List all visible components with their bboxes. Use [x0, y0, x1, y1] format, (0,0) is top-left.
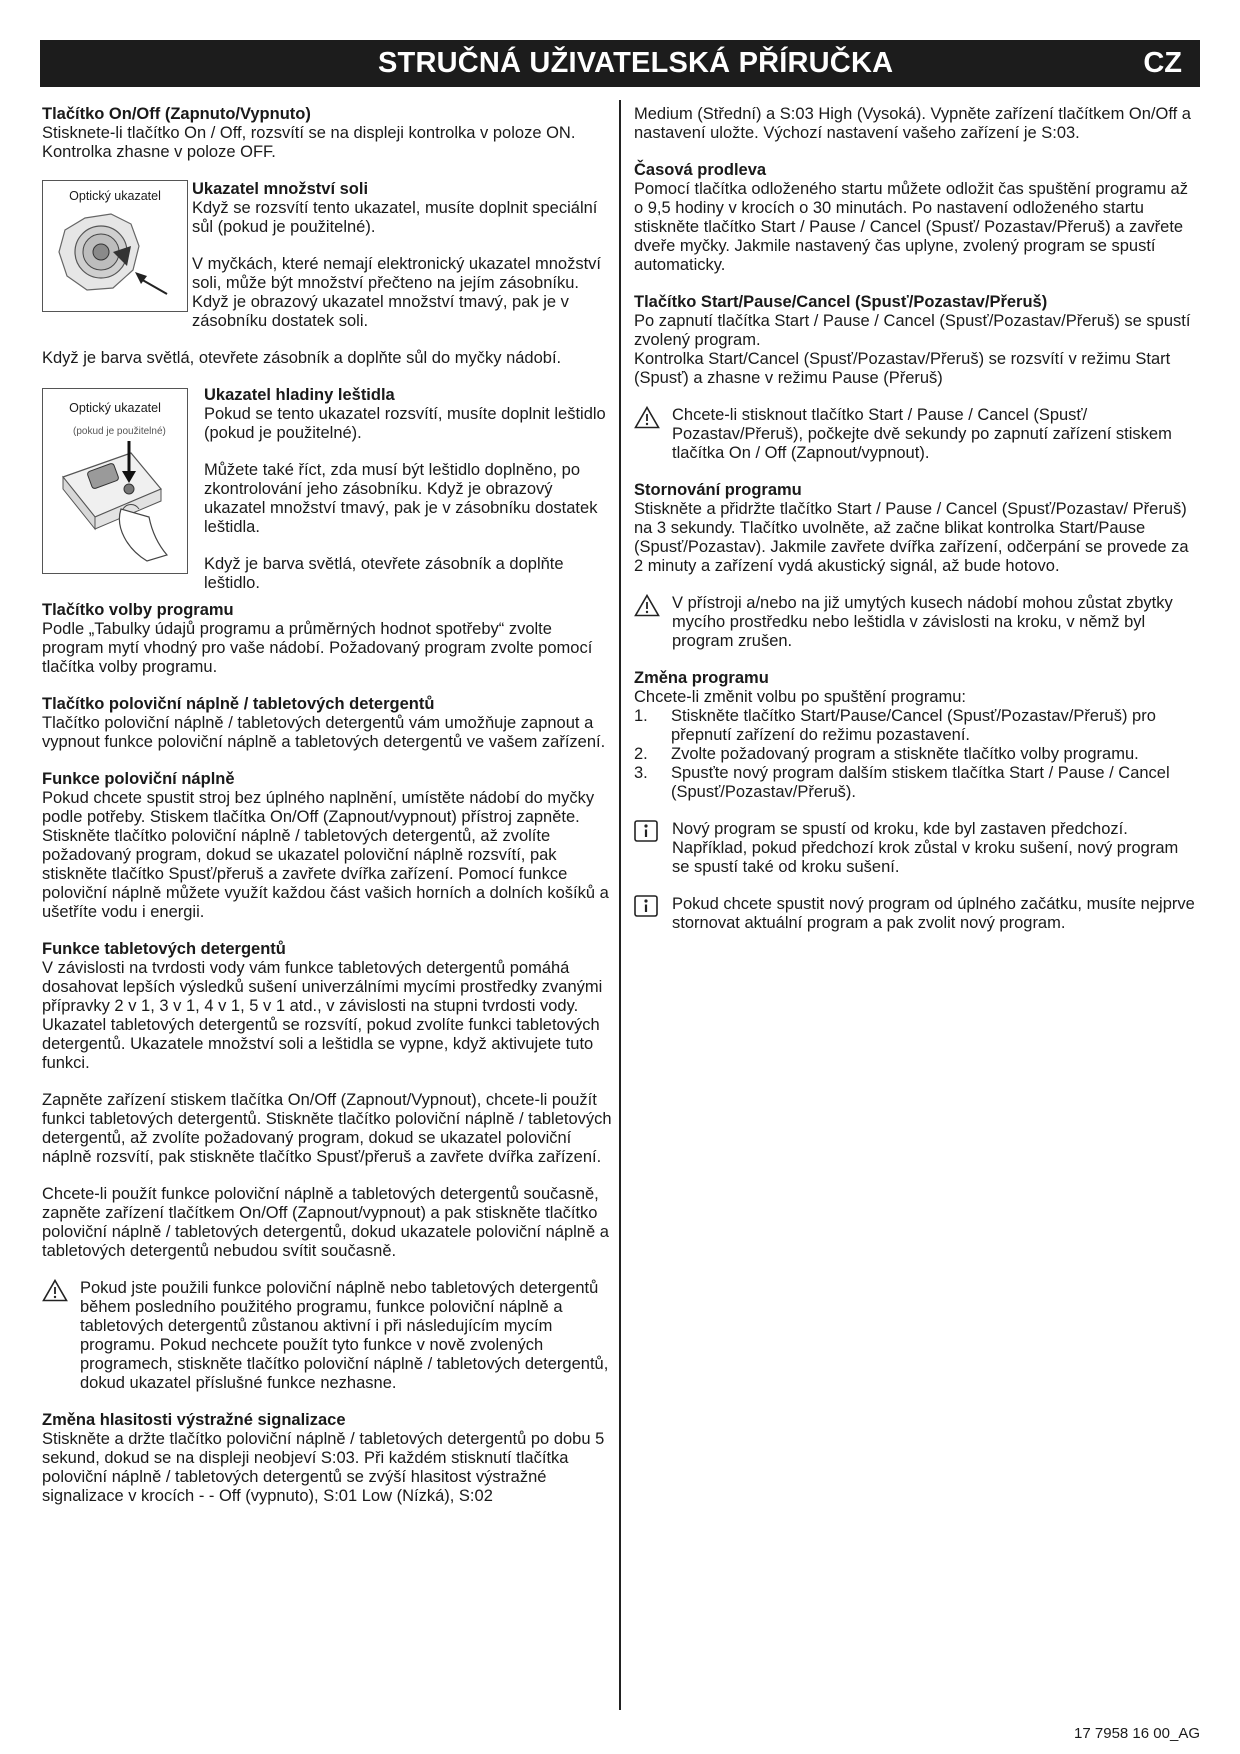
rinse-indicator-text: [204, 386, 614, 593]
warning-note-tablet: [42, 1279, 614, 1393]
salt-cap-illustration: [43, 206, 187, 306]
delay-text: Pomocí tlačítka odloženého startu můžete odložit čas spuštění programu až o 9,5 hodiny v krocích o 30 minutách. Po nastavení odloženého startu stiskněte tlačítko Start / Pause / Cancel (Spusť/ Pozastav/Přeruš) a zavřete dveře myčky. Jakmile nastavený čas uplyne, zvolený program se spustí automaticky.: [634, 180, 1188, 274]
salt-p2: V myčkách, které nemají elektronický ukazatel množství soli, může být množství přečteno na jejím zásobníku. Když je obrazový ukazatel množství tmavý, pak je v zásobníku dostatek soli.: [192, 255, 601, 330]
warning-triangle-icon: [634, 594, 664, 622]
salt-p1: Když se rozsvítí tento ukazatel, musíte doplnit speciální sůl (pokud je použitelné).: [192, 199, 598, 236]
section-heading-halfload-button: Tlačítko poloviční náplně / tabletových detergentů: [42, 695, 435, 713]
document-code: 17 7958 16 00_AG: [1074, 1725, 1200, 1742]
volume-continued-text: Medium (Střední) a S:03 High (Vysoká). Vypněte zařízení tlačítkem On/Off a nastavení uložte. Výchozí nastavení vašeho zařízení je S:03.: [634, 105, 1191, 142]
section-heading-program: Tlačítko volby programu: [42, 601, 234, 619]
section-heading-start: Tlačítko Start/Pause/Cancel (Spusť/Pozastav/Přeruš): [634, 293, 1048, 311]
language-code: CZ: [1143, 47, 1182, 79]
warning-triangle-icon: [42, 1279, 72, 1307]
cancel-text: Stiskněte a přidržte tlačítko Start / Pause / Cancel (Spusť/Pozastav/ Přeruš) na 3 sekundy. Tlačítko uvolněte, až začne blikat kontrolka Start/Pause (Spusť/Pozastav). Jakmile zavřete dvířka zařízení, odčerpání se provede za 2 minuty a zařízení vydá akustický signál, až bude hotovo.: [634, 500, 1189, 575]
info-icon: [634, 820, 664, 847]
change-steps-list: [634, 707, 1200, 802]
list-item: [634, 707, 1200, 745]
title-bar: [40, 40, 1200, 87]
salt-indicator-section: [42, 180, 614, 331]
warning-triangle-icon: [634, 406, 664, 434]
rinse-p3: Když je barva světlá, otevřete zásobník a doplňte leštidlo.: [204, 555, 564, 592]
section-heading-cancel: Stornování programu: [634, 481, 802, 499]
onoff-text: Stisknete-li tlačítko On / Off, rozsvítí se na displeji kontrolka v poloze ON. Kontrolka zhasne v poloze OFF.: [42, 124, 576, 161]
volume-text: Stiskněte a držte tlačítko poloviční náplně / tabletových detergentů po dobu 5 sekund, dokud se na displeji neobjeví S:03. Při každém stisknutí tlačítka poloviční náplně / tabletových detergentů se zvýší hlasitost výstražné signalizace v krocích - - Off (vypnuto), S:01 Low (Nízká), S:02: [42, 1430, 605, 1505]
change-intro: Chcete-li změnit volbu po spuštění programu:: [634, 688, 966, 706]
start-p2: Kontrolka Start/Cancel (Spusť/Pozastav/Přeruš) se rozsvítí v režimu Start (Spusť) a zhasne v režimu Pause (Přeruš): [634, 350, 1171, 387]
left-column: [42, 105, 614, 1506]
tablet-function-p3: Chcete-li použít funkce poloviční náplně a tabletových detergentů současně, zapněte zařízení tlačítkem On/Off (Zapnout/vypnout) a pak stiskněte tlačítko poloviční náplně / tabletových detergentů, dokud ukazatele poloviční náplně a tabletových detergentů nebudou svítit současně.: [42, 1185, 609, 1260]
program-text: Podle „Tabulky údajů programu a průměrných hodnot spotřeby“ zvolte program mytí vhodný pro vaše nádobí. Požadovaný program zvolte pomocí tlačítka volby programu.: [42, 620, 593, 676]
rinse-p2: Můžete také říct, zda musí být leštidlo doplněno, po zkontrolování jeho zásobníku. Když je obrazový ukazatel množství tmavý, pak je v zásobníku dostatek leštidla.: [204, 461, 598, 536]
warning-text: Chcete-li stisknout tlačítko Start / Pause / Cancel (Spusť/ Pozastav/Přeruš), počkejte dvě sekundy po zapnutí zařízení stiskem tlačítka On / Off (Zapnout/vypnout).: [672, 406, 1172, 462]
info-note-2: [634, 895, 1200, 933]
figure-caption: Optický ukazatel: [69, 189, 161, 203]
info-text: Pokud chcete spustit nový program od úplného začátku, musíte nejprve stornovat aktuální program a pak zvolit nový program.: [672, 895, 1195, 932]
info-text: Nový program se spustí od kroku, kde byl zastaven předchozí. Například, pokud předchozí krok zůstal v kroku sušení, nový program se spustí také od kroku sušení.: [672, 820, 1179, 876]
section-heading-salt: Ukazatel množství soli: [192, 180, 369, 198]
tablet-function-p1: V závislosti na tvrdosti vody vám funkce tabletových detergentů pomáhá dosahovat lepších výsledků sušení univerzálními mycími prostředky zvanými přípravky 2 v 1, 3 v 1, 4 v 1, 5 v 1 atd., v závislosti na stupni tvrdosti vody. Ukazatel tabletových detergentů se rozsvítí, pokud zvolíte funkci tabletových detergentů. Ukazatele množství soli a leštidla se vypne, když aktivujete tuto funkci.: [42, 959, 603, 1072]
halfload-button-text: Tlačítko poloviční náplně / tabletových detergentů vám umožňuje zapnout a vypnout funkce poloviční náplně a tabletových detergentů ve vašem zařízení.: [42, 714, 606, 751]
figure-caption: Optický ukazatel: [69, 401, 161, 415]
rinse-indicator-section: [42, 386, 614, 593]
start-p1: Po zapnutí tlačítka Start / Pause / Cancel (Spusť/Pozastav/Přeruš) se spustí zvolený program.: [634, 312, 1191, 349]
section-heading-rinse: Ukazatel hladiny leštidla: [204, 386, 395, 404]
step-text: Spusťte nový program dalším stiskem tlačítka Start / Pause / Cancel (Spusť/Pozastav/Přeruš).: [671, 764, 1170, 801]
section-heading-change: Změna programu: [634, 669, 769, 687]
list-item: [634, 745, 1200, 764]
warning-note-start: [634, 406, 1200, 463]
salt-indicator-figure: [42, 180, 188, 312]
warning-note-cancel: [634, 594, 1200, 651]
section-heading-onoff: Tlačítko On/Off (Zapnuto/Vypnuto): [42, 105, 311, 123]
step-number: 1.: [634, 707, 648, 725]
section-heading-tablet-function: Funkce tabletových detergentů: [42, 940, 286, 958]
tablet-function-p2: Zapněte zařízení stiskem tlačítka On/Off (Zapnout/Vypnout), chcete-li použít funkci tabletových detergentů. Stiskněte tlačítko poloviční náplně / tabletových detergentů, až zvolíte požadovaný program, dokud se ukazatel poloviční náplně rozsvítí, pak stiskněte tlačítko Spusť/přeruš a zavřete dvířka zařízení.: [42, 1091, 612, 1166]
warning-text: Pokud jste použili funkce poloviční náplně nebo tabletových detergentů během posledního použitého programu, funkce poloviční náplně a tabletových detergentů zůstanou aktivní i při následujícím mycím programu. Pokud nechcete použít tyto funkce v nově zvolených programech, stiskněte tlačítko poloviční náplně / tabletových detergentů, dokud ukazatel příslušné funkce nezhasne.: [80, 1279, 609, 1392]
info-icon: [634, 895, 664, 922]
step-text: Stiskněte tlačítko Start/Pause/Cancel (Spusť/Pozastav/Přeruš) pro přepnutí zařízení do režimu pozastavení.: [671, 707, 1156, 744]
section-heading-delay: Časová prodleva: [634, 161, 767, 179]
step-number: 2.: [634, 745, 648, 763]
section-heading-halfload-function: Funkce poloviční náplně: [42, 770, 235, 788]
rinse-p1: Pokud se tento ukazatel rozsvítí, musíte doplnit leštidlo (pokud je použitelné).: [204, 405, 606, 442]
page-title: STRUČNÁ UŽIVATELSKÁ PŘÍRUČKA: [378, 47, 894, 79]
salt-indicator-text: [192, 180, 614, 331]
column-divider: [619, 100, 621, 1710]
rinse-dispenser-illustration: [43, 437, 187, 567]
list-item: [634, 764, 1200, 802]
halfload-function-text: Pokud chcete spustit stroj bez úplného naplnění, umístěte nádobí do myčky podle potřeby. Stiskem tlačítka On/Off (Zapnout/vypnout) přístroj zapněte. Stiskněte tlačítko poloviční náplně / tabletových detergentů, až zvolíte požadovaný program, dokud se ukazatel poloviční náplně rozsvítí, pak stiskněte tlačítko Spusť/přeruš a zavřete dvířka zařízení. Pomocí funkce poloviční náplně můžete využít každou část vašich horních a dolních košíků a ušetříte vodu i energii.: [42, 789, 609, 921]
section-heading-volume: Změna hlasitosti výstražné signalizace: [42, 1411, 346, 1429]
right-column: [634, 105, 1200, 933]
info-note-1: [634, 820, 1200, 877]
warning-text: V přístroji a/nebo na již umytých kusech nádobí mohou zůstat zbytky mycího prostředku nebo leštidla v závislosti na kroku, v němž byl program zrušen.: [672, 594, 1173, 650]
salt-after-text: Když je barva světlá, otevřete zásobník a doplňte sůl do myčky nádobí.: [42, 349, 562, 367]
figure-subcaption: (pokud je použitelné): [73, 426, 166, 437]
step-text: Zvolte požadovaný program a stiskněte tlačítko volby programu.: [671, 745, 1139, 763]
step-number: 3.: [634, 764, 648, 782]
rinse-indicator-figure: [42, 388, 188, 574]
